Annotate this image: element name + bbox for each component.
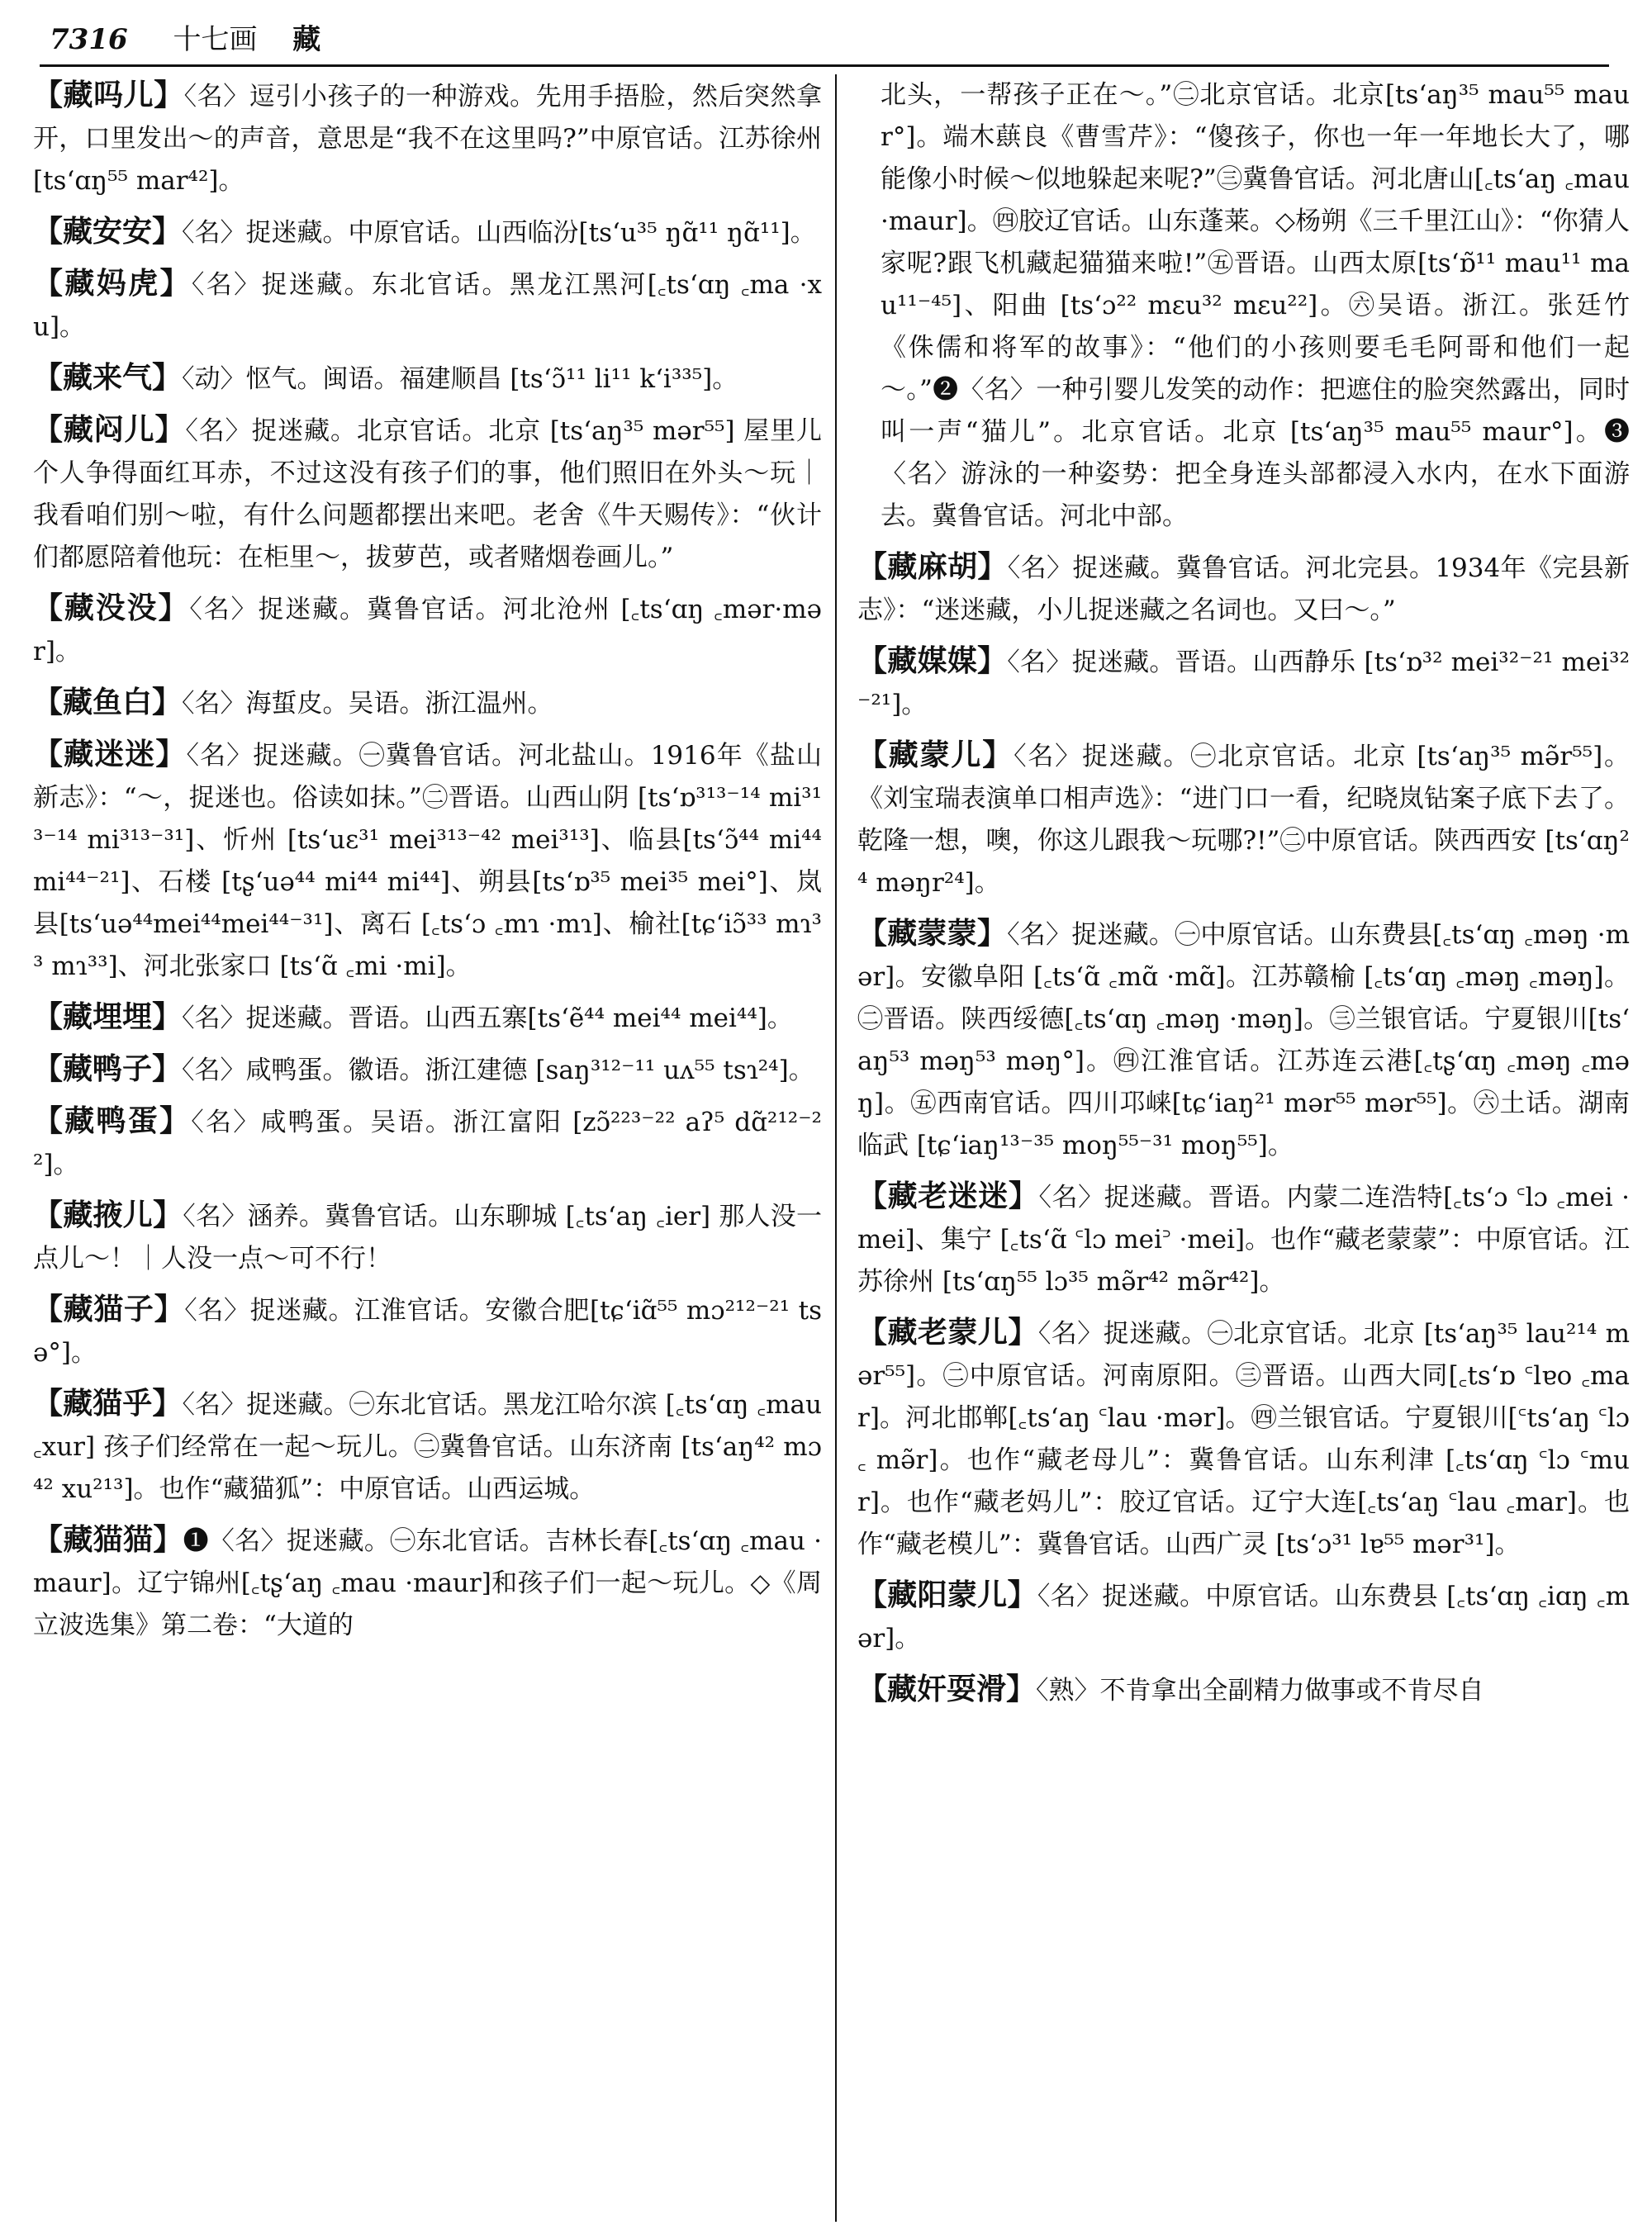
entry-headword: 【藏老蒙儿】 <box>857 1316 1038 1350</box>
header-rule <box>40 64 1609 67</box>
entry-headword: 【藏老迷迷】 <box>857 1179 1039 1213</box>
entry-headword: 【藏猫猫】 <box>33 1523 183 1557</box>
entry-definition: 〈名〉逗引小孩子的一种游戏。先用手捂脸，然后突然拿开，口里发出～的声音，意思是“我不在这里吗?”中原官话。江苏徐州 [tsʻɑŋ⁵⁵ mar⁴²]。 <box>33 82 822 196</box>
dictionary-entry <box>33 211 822 254</box>
dictionary-entry <box>857 640 1630 726</box>
entry-headword: 【藏奸耍滑】 <box>857 1672 1037 1706</box>
header-character: 藏 <box>292 23 321 56</box>
entry-headword: 【藏蒙儿】 <box>857 738 1014 772</box>
entry-definition: 〈名〉捉迷藏。冀鲁官话。河北完县。1934年《完县新志》：“迷迷藏，小儿捉迷藏之名词也。又曰～。” <box>857 553 1630 625</box>
entry-headword: 【藏鸭蛋】 <box>33 1104 192 1138</box>
entry-definition: 〈名〉涵养。冀鲁官话。山东聊城 [꜀tsʻaŋ ꜀ier] 那人没一点儿～！｜人没一点～可不行！ <box>33 1202 822 1274</box>
entry-definition: 〈动〉怄气。闽语。福建顺昌 [tsʻɔ̃¹¹ li¹¹ kʻi³³⁵]。 <box>182 364 738 394</box>
entry-headword: 【藏埋埋】 <box>33 1000 183 1034</box>
section-label: 十七画 <box>173 23 258 56</box>
dictionary-entry <box>857 546 1630 632</box>
entry-definition: 〈名〉捉迷藏。晋语。山西五寨[tsʻẽ⁴⁴ mei⁴⁴ mei⁴⁴]。 <box>182 1004 793 1033</box>
entry-definition: 〈名〉捉迷藏。晋语。山西静乐 [tsʻɒ³² mei³²⁻²¹ mei³²⁻²¹]。 <box>857 648 1630 719</box>
entry-headword: 【藏阳蒙儿】 <box>857 1578 1037 1612</box>
entry-definition: 〈名〉捉迷藏。㊀冀鲁官话。河北盐山。1916年《盐山新志》：“～，捉迷也。俗读如抹。”㊁晋语。山西山阴 [tsʻɒ³¹³⁻¹⁴ mi³¹³⁻¹⁴ mi³¹³⁻³¹]、忻州 [tsʻuɛ³¹ mei³¹³⁻⁴² mei³¹³]、临县[tsʻɔ̃⁴⁴ mi⁴⁴ mi⁴⁴⁻²¹]、石楼 [tʂʻuə⁴⁴ mi⁴⁴ mi⁴⁴]、朔县[tsʻɒ³⁵ mei³⁵ mei°]、岚县[tsʻuə⁴⁴mei⁴⁴mei⁴⁴⁻³¹]、离石 [꜀tsʻɔ ꜀mɿ ·mɿ]、榆社[tɕʻiɔ̃³³ mɿ³³ mɿ³³]、河北张家口 [tsʻɑ̃ ꜀mi ·mi]。 <box>33 741 822 981</box>
entry-headword: 【藏掖儿】 <box>33 1198 183 1232</box>
dictionary-entry <box>33 681 822 725</box>
dictionary-entry <box>857 1175 1630 1303</box>
entry-headword: 【藏没没】 <box>33 591 190 625</box>
entry-definition: 〈名〉捉迷藏。㊀北京官话。北京 [tsʻaŋ³⁵ lau²¹⁴ mər⁵⁵]。㊁中原官话。河南原阳。㊂晋语。山西大同[꜀tsʻɒ ꜂lɐo ꜀mar]。河北邯郸[꜀tsʻaŋ ꜂lau ·mər]。㊃兰银官话。宁夏银川[꜂tsʻaŋ ꜂lɔ꜀ mə̃r]。也作“藏老母儿”：冀鲁官话。山东利津 [꜀tsʻɑŋ ꜂lɔ ꜂mur]。也作“藏老妈儿”：胶辽官话。辽宁大连[꜀tsʻaŋ ꜂lau ꜀mar]。也作“藏老模儿”：冀鲁官话。山西广灵 [tsʻɔ³¹ lɐ⁵⁵ mər³¹]。 <box>857 1319 1630 1559</box>
right-column <box>857 74 1630 2222</box>
entry-definition: 北头，一帮孩子正在～。”㊁北京官话。北京[tsʻaŋ³⁵ mau⁵⁵ maur°]。端木蕻良《曹雪芹》：“傻孩子，你也一年一年地长大了，哪能像小时候～似地躲起来呢?”㊂冀鲁官话。河北唐山[꜀tsʻaŋ ꜀mau ·maur]。㊃胶辽官话。山东蓬莱。◇杨朔《三千里江山》：“你猜人家呢?跟飞机藏起猫猫来啦!”㊄晋语。山西太原[tsʻɒ̃¹¹ mau¹¹ mau¹¹⁻⁴⁵]、阳曲 [tsʻɔ²² mɛu³² mɛu²²]。㊅吴语。浙江。张廷竹《侏儒和将军的故事》：“他们的小孩则要毛毛阿哥和他们一起～。”❷〈名〉一种引婴儿发笑的动作：把遮住的脸突然露出，同时叫一声“猫儿”。北京官话。北京 [tsʻaŋ³⁵ mau⁵⁵ maur°]。❸〈名〉游泳的一种姿势：把全身连头部都浸入水内，在水下面游去。冀鲁官话。河北中部。 <box>881 80 1630 531</box>
page-header <box>50 18 1619 61</box>
entry-definition: 〈名〉捉迷藏。中原官话。山西临汾[tsʻu³⁵ ŋɑ̃¹¹ ŋɑ̃¹¹]。 <box>182 218 816 248</box>
dictionary-entry <box>33 1519 822 1647</box>
entry-headword: 【藏闷儿】 <box>33 413 186 447</box>
entry-definition: 〈名〉捉迷藏。中原官话。山东费县 [꜀tsʻɑŋ ꜀iɑŋ ꜀mər]。 <box>857 1582 1630 1654</box>
entry-definition: 〈名〉海蜇皮。吴语。浙江温州。 <box>182 689 553 719</box>
dictionary-entry <box>33 1383 822 1511</box>
dictionary-entry <box>33 1100 822 1186</box>
entry-definition: 〈名〉捉迷藏。㊀东北官话。黑龙江哈尔滨 [꜀tsʻɑŋ ꜀mau ꜀xur] 孩子们经常在一起～玩儿。㊁冀鲁官话。山东济南 [tsʻaŋ⁴² mɔ⁴² xu²¹³]。也作“藏猫狐”：中原官话。山西运城。 <box>33 1390 822 1504</box>
entry-headword: 【藏迷迷】 <box>33 738 187 771</box>
dictionary-entry <box>33 1048 822 1092</box>
dictionary-entry <box>33 357 822 401</box>
dictionary-entry <box>33 74 822 202</box>
entry-headword: 【藏麻胡】 <box>857 550 1008 584</box>
entry-definition: 〈名〉捉迷藏。㊀中原官话。山东费县[꜀tsʻɑŋ ꜀məŋ ·mər]。安徽阜阳 [꜀tsʻɑ̃ ꜀mɑ̃ ·mɑ̃]。江苏赣榆 [꜀tsʻɑŋ ꜀məŋ ꜀məŋ]。㊁晋语。陕西绥德[꜀tsʻɑŋ ꜀məŋ ·məŋ]。㊂兰银官话。宁夏银川[tsʻaŋ⁵³ məŋ⁵³ məŋ°]。㊃江淮官话。江苏连云港[꜀tʂʻɑŋ ꜀məŋ ꜀məŋ]。㊄西南官话。四川邛崃[tɕʻiaŋ²¹ mər⁵⁵ mər⁵⁵]。㊅土话。湖南临武 [tɕʻiaŋ¹³⁻³⁵ moŋ⁵⁵⁻³¹ moŋ⁵⁵]。 <box>857 920 1630 1160</box>
dictionary-entry <box>857 734 1630 904</box>
dictionary-entry <box>33 263 822 349</box>
dictionary-entry <box>857 913 1630 1167</box>
dictionary-entry <box>33 409 822 579</box>
entry-definition: 〈名〉咸鸭蛋。徽语。浙江建德 [saŋ³¹²⁻¹¹ uʌ⁵⁵ tsɿ²⁴]。 <box>182 1056 814 1085</box>
entry-definition: 〈名〉捉迷藏。东北官话。黑龙江黑河[꜀tsʻɑŋ ꜀ma ·xu]。 <box>33 270 822 342</box>
entry-headword: 【藏蒙蒙】 <box>857 917 1008 951</box>
entry-headword: 【藏来气】 <box>33 361 183 395</box>
dictionary-entry <box>857 1574 1630 1660</box>
entry-headword: 【藏媒媒】 <box>857 644 1008 678</box>
entry-headword: 【藏安安】 <box>33 215 183 249</box>
entry-headword: 【藏猫子】 <box>33 1293 185 1326</box>
dictionary-entry <box>33 733 822 988</box>
dictionary-entry <box>857 1312 1630 1566</box>
entry-headword: 【藏妈虎】 <box>33 267 192 301</box>
dictionary-entry <box>857 74 1630 538</box>
dictionary-entry <box>33 1194 822 1280</box>
column-divider <box>835 74 837 2222</box>
dictionary-entry <box>33 1288 822 1374</box>
entry-definition: ❶〈名〉捉迷藏。㊀东北官话。吉林长春[꜀tsʻɑŋ ꜀mau ·maur]。辽宁锦州[꜀tʂʻaŋ ꜀mau ·maur]和孩子们一起～玩儿。◇《周立波选集》第二卷：“大道的 <box>33 1526 822 1640</box>
entry-headword: 【藏鸭子】 <box>33 1052 183 1086</box>
dictionary-entry <box>33 996 822 1040</box>
entry-headword: 【藏猫乎】 <box>33 1387 183 1421</box>
entry-definition: 〈熟〉不肯拿出全副精力做事或不肯尽自 <box>1036 1676 1484 1706</box>
left-column <box>33 74 822 2222</box>
entry-headword: 【藏鱼白】 <box>33 686 183 719</box>
dictionary-entry <box>857 1668 1630 1712</box>
entry-definition: 〈名〉捉迷藏。冀鲁官话。河北沧州 [꜀tsʻɑŋ ꜀mər·mər]。 <box>33 595 822 667</box>
entry-definition: 〈名〉捉迷藏。晋语。内蒙二连浩特[꜀tsʻɔ ꜂lɔ ꜀mei ·mei]、集宁 [꜀tsʻɑ̃ ꜂lɔ mei꜄ ·mei]。也作“藏老蒙蒙”：中原官话。江苏徐州 [tsʻɑŋ⁵⁵ lɔ³⁵ mə̃r⁴² mə̃r⁴²]。 <box>857 1183 1630 1297</box>
dictionary-entry <box>33 587 822 673</box>
entry-headword: 【藏吗儿】 <box>33 78 184 112</box>
entry-definition: 〈名〉捉迷藏。北京官话。北京 [tsʻaŋ³⁵ mər⁵⁵] 屋里儿个人争得面红耳赤，不过这没有孩子们的事，他们照旧在外头～玩｜我看咱们别～啦，有什么问题都摆出来吧。老舍《牛天赐传》：“伙计们都愿陪着他玩：在柜里～，拔萝芭，或者赌烟卷画儿。” <box>33 416 822 572</box>
entry-definition: 〈名〉咸鸭蛋。吴语。浙江富阳 [zɔ̃²²³⁻²² aʔ⁵ dɑ̃²¹²⁻²²]。 <box>33 1108 822 1179</box>
entry-definition: 〈名〉捉迷藏。㊀北京官话。北京 [tsʻaŋ³⁵ mə̃r⁵⁵]。《刘宝瑞表演单口相声选》：“进门口一看，纪晓岚钻案子底下去了。乾隆一想，噢，你这儿跟我～玩哪?!”㊁中原官话。陕西西安 [tsʻɑŋ²⁴ məŋr²⁴]。 <box>857 742 1630 898</box>
entry-definition: 〈名〉捉迷藏。江淮官话。安徽合肥[tɕʻiɑ̃⁵⁵ mɔ²¹²⁻²¹ tsə°]。 <box>33 1296 822 1368</box>
page-number: 7316 <box>50 23 128 56</box>
